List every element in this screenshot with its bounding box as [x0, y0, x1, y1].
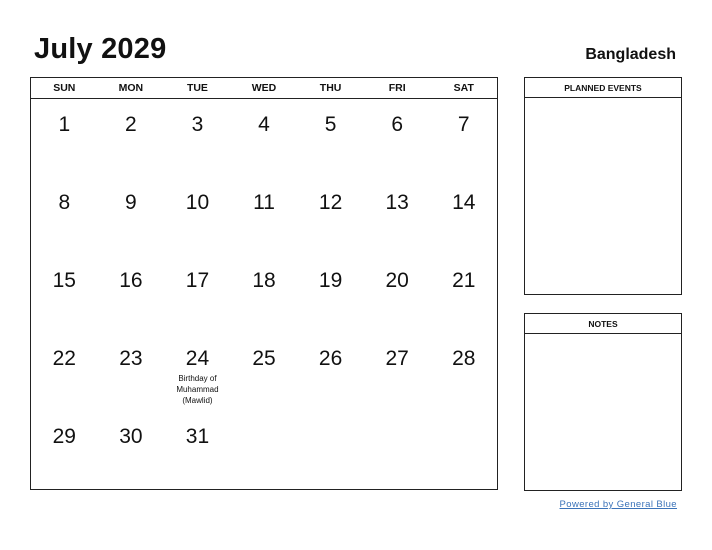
weekday-tue: TUE	[186, 82, 208, 94]
day-number: 21	[452, 269, 476, 292]
day-number: 1	[58, 113, 71, 136]
day-number: 3	[191, 113, 204, 136]
day-number: 19	[318, 269, 343, 292]
day-cell	[31, 177, 98, 255]
day-number: 22	[52, 347, 76, 370]
day-cell	[31, 333, 98, 411]
notes-panel	[524, 313, 682, 491]
notes-heading: NOTES	[525, 314, 681, 334]
day-number: 27	[385, 347, 409, 370]
day-cell	[430, 411, 497, 489]
day-number: 16	[119, 269, 143, 292]
day-cell	[164, 411, 231, 489]
weekday-wed: WED	[251, 82, 277, 94]
calendar-week	[31, 99, 497, 177]
day-number: 11	[253, 191, 275, 214]
day-cell	[98, 177, 165, 255]
calendar-weeks	[31, 99, 497, 489]
day-cell	[364, 99, 431, 177]
day-cell	[297, 255, 364, 333]
day-cell	[164, 255, 231, 333]
day-cell	[297, 177, 364, 255]
day-cell	[98, 99, 165, 177]
planned-events-heading: PLANNED EVENTS	[525, 78, 681, 98]
day-number: 9	[125, 191, 137, 214]
day-cell	[98, 411, 165, 489]
weekday-fri: FRI	[388, 82, 406, 94]
calendar-week	[31, 177, 497, 255]
day-cell	[364, 333, 431, 411]
day-cell	[98, 333, 165, 411]
day-cell	[364, 177, 431, 255]
day-number: 30	[119, 425, 143, 448]
day-number: 20	[385, 269, 409, 292]
day-number: 10	[185, 191, 210, 214]
country-label: Bangladesh	[585, 46, 676, 63]
day-number: 28	[452, 347, 476, 370]
day-cell	[231, 333, 298, 411]
day-number: 17	[185, 269, 210, 292]
calendar-grid	[30, 77, 498, 490]
day-number: 31	[185, 425, 210, 448]
day-cell	[430, 99, 497, 177]
day-number: 23	[119, 347, 143, 370]
day-cell	[231, 177, 298, 255]
day-cell	[164, 177, 231, 255]
day-number: 2	[125, 113, 137, 136]
calendar-week	[31, 411, 497, 489]
planned-events-panel	[524, 77, 682, 295]
day-cell	[231, 99, 298, 177]
weekday-thu: THU	[319, 82, 342, 94]
day-number: 24	[185, 347, 210, 370]
day-cell	[364, 411, 431, 489]
day-cell	[430, 333, 497, 411]
day-cell	[164, 333, 231, 411]
weekday-sun: SUN	[53, 82, 76, 94]
weekday-sat: SAT	[453, 82, 474, 94]
day-number: 29	[52, 425, 76, 448]
day-cell	[297, 411, 364, 489]
day-cell	[297, 99, 364, 177]
calendar-week	[31, 333, 497, 411]
day-number: 18	[252, 269, 276, 292]
holiday-label: Birthday of Muhammad (Mawlid)	[176, 374, 219, 405]
day-number: 7	[457, 113, 470, 136]
day-cell	[31, 255, 98, 333]
day-number: 12	[318, 191, 343, 214]
page-title: July 2029	[34, 33, 167, 65]
weekday-mon: MON	[118, 82, 144, 94]
day-cell	[430, 255, 497, 333]
day-number: 13	[385, 191, 409, 214]
day-number: 4	[258, 113, 270, 136]
day-cell	[31, 411, 98, 489]
weekday-header	[31, 78, 497, 99]
day-cell	[364, 255, 431, 333]
day-cell	[430, 177, 497, 255]
calendar-week	[31, 255, 497, 333]
day-number: 25	[252, 347, 276, 370]
day-cell	[231, 411, 298, 489]
day-cell	[164, 99, 231, 177]
day-cell	[297, 333, 364, 411]
day-number: 5	[324, 113, 337, 136]
day-number: 26	[318, 347, 343, 370]
day-number: 6	[391, 113, 404, 136]
powered-by-link[interactable]: Powered by General Blue	[559, 499, 677, 510]
day-number: 14	[452, 191, 476, 214]
day-number: 8	[58, 191, 71, 214]
day-number: 15	[52, 269, 76, 292]
day-cell	[31, 99, 98, 177]
day-cell	[98, 255, 165, 333]
day-cell	[231, 255, 298, 333]
